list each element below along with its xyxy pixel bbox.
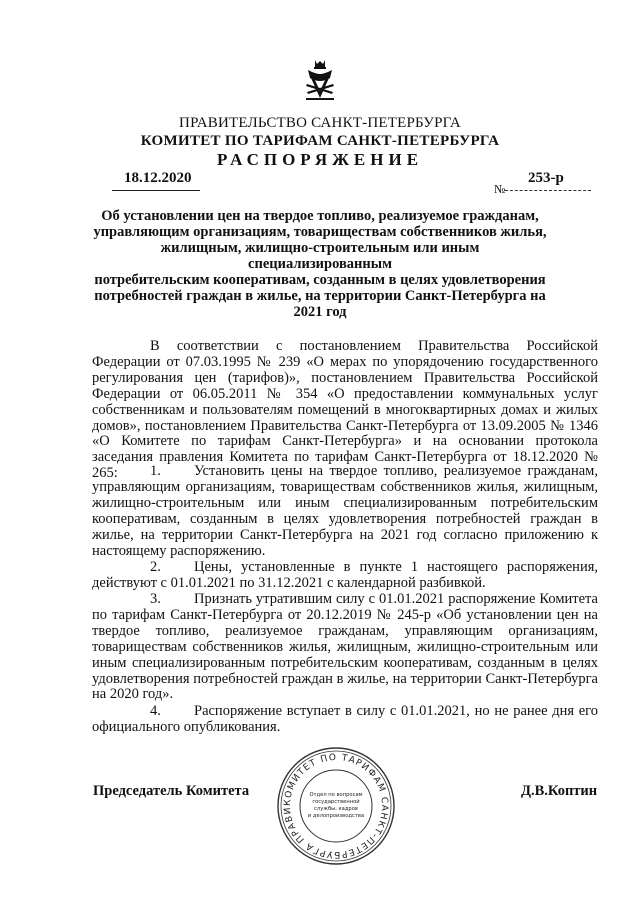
- item-3: [92, 592, 598, 703]
- svg-text:и делопроизводства: и делопроизводства: [307, 813, 365, 819]
- intro-text: В соответствии с постановлением Правительства Российской Федерации от 07.03.1995 № 239 «О мерах по упорядочению государственного регулирования цен (тарифов)», постановлением Правительства Российской Федерации от 06.05.2011 № 354 «О предоставлении коммунальных услуг собственникам и пользователям помещений в многоквартирных домах и жилых домов», постановлением Правительства Санкт-Петербурга от 13.09.2005 № 1346 «О Комитете по тарифам Санкт-Петербурга» и на основании протокола заседания правления Комитета по тарифам Санкт-Петербурга от 18.12.2020 № 265:: [92, 338, 598, 482]
- intro-paragraph: [92, 339, 598, 482]
- date-underline: [112, 190, 200, 191]
- signatory-position: Председатель Комитета: [93, 783, 250, 799]
- item-text: Установить цены на твердое топливо, реализуемое гражданам, управляющим организациям, товариществам собственников жилья, жилищным, жилищно-строительным или иным специализированным потребительским кооперативам, созданным в целях удовлетворения потребностей граждан в жилье, на территории Санкт-Петербурга на 2021 год согласно приложению к настоящему распоряжению.: [92, 463, 598, 559]
- item-number: 1.: [150, 463, 161, 479]
- document-number: 253-р: [528, 170, 564, 186]
- document-date: 18.12.2020: [124, 170, 192, 186]
- number-label: №: [494, 182, 506, 196]
- item-1: [92, 464, 598, 559]
- title-line: потребительским кооперативам, созданным в целях удовлетворения: [94, 272, 546, 288]
- number-underline: [505, 190, 591, 191]
- svg-text:КОМИТЕТ ПО ТАРИФАМ САНКТ-ПЕТЕР: КОМИТЕТ ПО ТАРИФАМ САНКТ-ПЕТЕРБУРГА ПРАВИ: [282, 752, 390, 860]
- title-line: Об установлении цен на твердое топливо, реализуемое гражданам,: [101, 208, 539, 224]
- title-line: жилищным, жилищно-строительным или иным специализированным: [160, 240, 480, 272]
- item-number: 4.: [150, 703, 161, 719]
- signatory-name: Д.В.Коптин: [521, 783, 598, 799]
- document-title: [90, 208, 550, 320]
- document-type: РАСПОРЯЖЕНИЕ: [216, 150, 424, 169]
- committee-heading: КОМИТЕТ ПО ТАРИФАМ САНКТ-ПЕТЕРБУРГА: [140, 133, 500, 149]
- item-text: Признать утратившим силу с 01.01.2021 распоряжение Комитета по тарифам Санкт-Петербурга от 20.12.2019 № 245-р «Об установлении цен на твердое топливо, реализуемое гражданам, управляющим организациям, товариществам собственников жилья, жилищным, жилищно-строительным или иным специализированным потребительским кооперативам, созданным в целях удовлетворения потребностей граждан в жилье, на территории Санкт-Петербурга на 2020 год».: [92, 591, 598, 703]
- coat-of-arms-emblem: [303, 58, 337, 104]
- item-4: [92, 704, 598, 736]
- title-line: потребностей граждан в жилье, на территории Санкт-Петербурга на 2021 год: [94, 288, 546, 320]
- svg-text:государственной: государственной: [312, 799, 360, 805]
- item-text: Распоряжение вступает в силу с 01.01.2021, но не ранее дня его официального опубликования.: [92, 703, 598, 735]
- svg-text:Отдел по вопросам: Отдел по вопросам: [309, 792, 363, 798]
- item-text: Цены, установленные в пункте 1 настоящего распоряжения, действуют с 01.01.2021 по 31.12.2021 с календарной разбивкой.: [92, 559, 598, 591]
- government-heading: ПРАВИТЕЛЬСТВО САНКТ-ПЕТЕРБУРГА: [179, 115, 461, 131]
- svg-text:службы, кадров: службы, кадров: [314, 806, 358, 812]
- item-2: [92, 560, 598, 592]
- item-number: 2.: [150, 559, 161, 575]
- title-line: управляющим организациям, товариществам собственников жилья,: [93, 224, 547, 240]
- item-number: 3.: [150, 591, 161, 607]
- official-stamp: [275, 745, 397, 867]
